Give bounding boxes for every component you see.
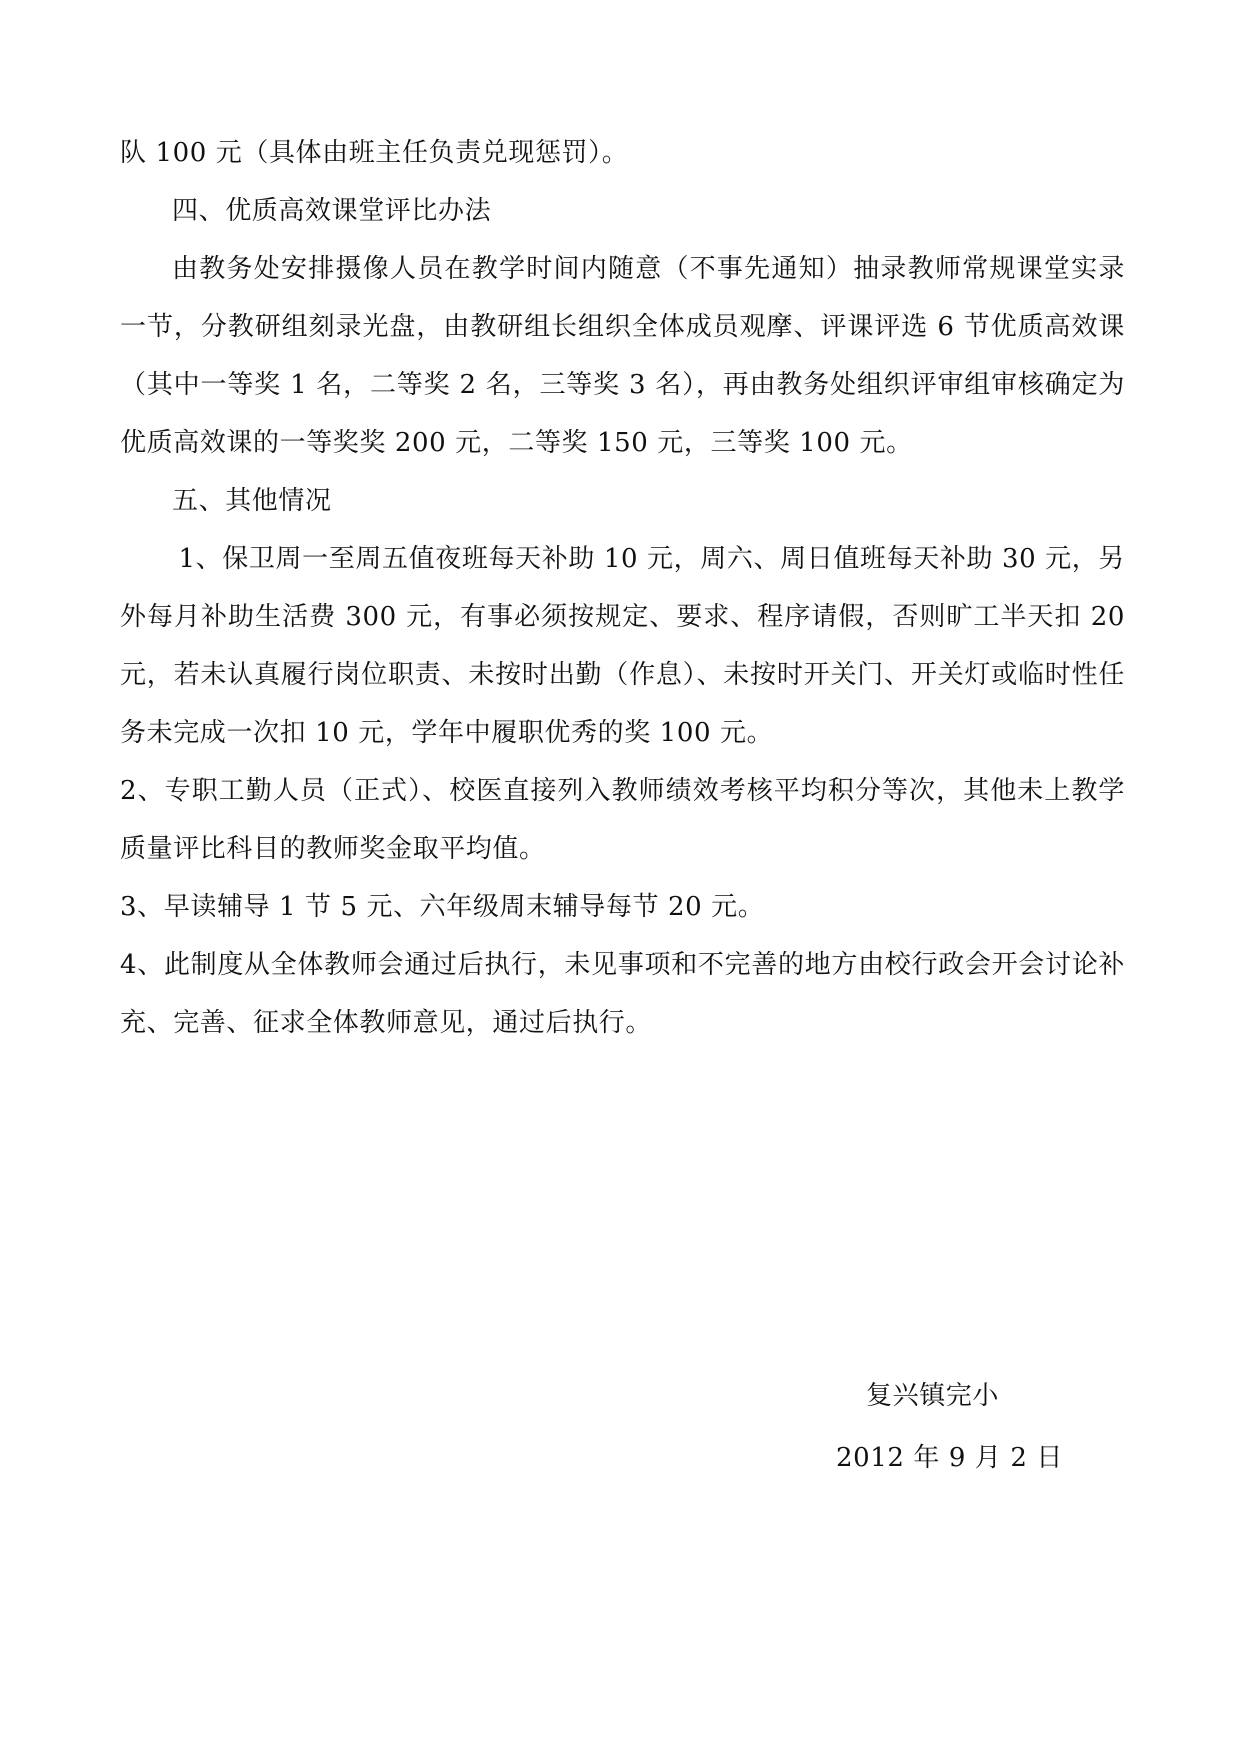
paragraph-continuation: 队 100 元（具体由班主任负责兑现惩罚）。 <box>120 138 629 168</box>
list-item-3: 3、早读辅导 1 节 5 元、六年级周末辅导每节 20 元。 <box>120 892 765 922</box>
section-heading-other: 五、其他情况 <box>172 486 332 516</box>
paragraph-quality-lessons: 由教务处安排摄像人员在教学时间内随意（不事先通知）抽录教师常规课堂实录一节，分教研组刻录光盘，由教研组长组织全体成员观摩、评课评选 6 节优质高效课（其中一等奖 1 名，二等奖 2 名，三等奖 3 名），再由教务处组织评审组审核确定为优质高效课的一等奖奖 200 元，二等奖 150 元，三等奖 100 元。 <box>120 254 1125 458</box>
list-item-1: 1、保卫周一至周五值夜班每天补助 10 元，周六、周日值班每天补助 30 元，另外每月补助生活费 300 元，有事必须按规定、要求、程序请假，否则旷工半天扣 20 元，若未认真履行岗位职责、未按时出勤（作息）、未按时开关门、开关灯或临时性任务未完成一次扣 10 元，学年中履职优秀的奖 100 元。 <box>120 544 1125 748</box>
list-item-2: 2、专职工勤人员（正式）、校医直接列入教师绩效考核平均积分等次，其他未上教学质量评比科目的教师奖金取平均值。 <box>120 776 1125 864</box>
section-heading-quality-lessons: 四、优质高效课堂评比办法 <box>172 196 492 226</box>
signature-school: 复兴镇完小 <box>866 1381 1000 1411</box>
document-body <box>120 124 1125 1052</box>
signature-date: 2012 年 9 月 2 日 <box>836 1443 1063 1473</box>
list-item-4: 4、此制度从全体教师会通过后执行，未见事项和不完善的地方由校行政会开会讨论补充、完善、征求全体教师意见，通过后执行。 <box>120 950 1125 1038</box>
